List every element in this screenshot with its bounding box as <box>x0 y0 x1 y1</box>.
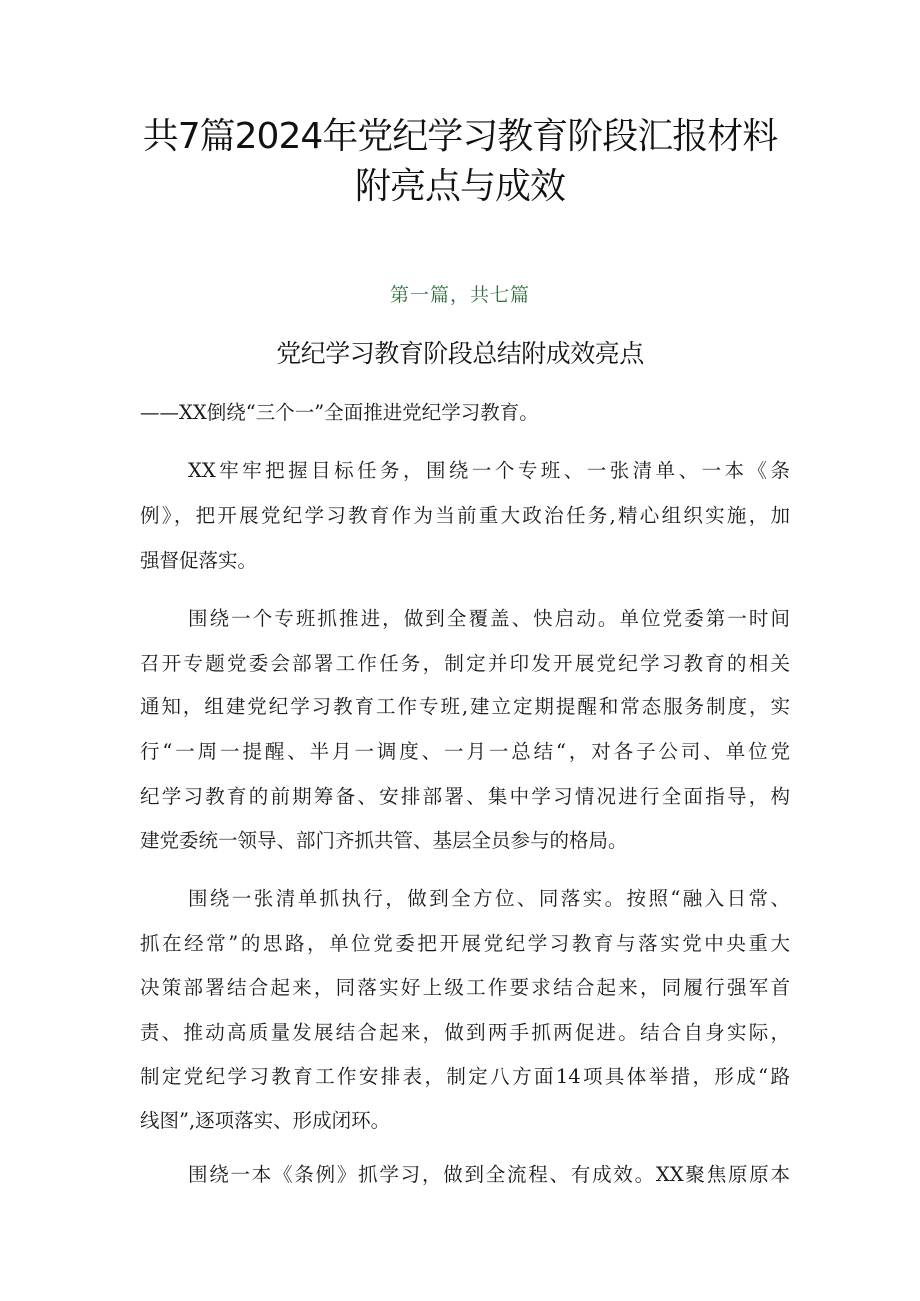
paragraph-3-line-2: 抓在经常”的思路，单位党委把开展党纪学习教育与落实党中央重大 <box>140 932 790 955</box>
paragraph-2-line-1: 围绕一个专班抓推进，做到全覆盖、快启动。单位党委第一时间 <box>188 607 790 630</box>
paragraph-2-line-6: 建党委统一领导、部门齐抓共管、基层全员参与的格局。 <box>140 829 628 852</box>
paragraph-3-line-3: 决策部署结合起来，同落实好上级工作要求结合起来，同履行强军首 <box>140 976 790 999</box>
paragraph-2-line-5: 纪学习教育的前期筹备、安排部署、集中学习情况进行全面指导，构 <box>140 785 790 808</box>
paragraph-2-line-3: 通知，组建党纪学习教育工作专班,建立定期提醒和常态服务制度，实 <box>140 695 790 718</box>
document-title-line-1: 共7篇2024年党纪学习教育阶段汇报材料 <box>142 116 778 157</box>
section-title: 党纪学习教育阶段总结附成效亮点 <box>276 339 644 368</box>
paragraph-3-line-6: 线图”,逐项落实、形成闭环。 <box>140 1109 391 1132</box>
paragraph-1-line-1: XX牢牢把握目标任务，围绕一个专班、一张清单、一本《条 <box>188 459 790 482</box>
subtitle: ——XX倒绕“三个一”全面推进党纪学习教育。 <box>140 401 539 424</box>
paragraph-3-line-1: 围绕一张清单抓执行，做到全方位、同落实。按照“融入日常、 <box>188 887 790 910</box>
paragraph-4-line-1: 围绕一本《条例》抓学习，做到全流程、有成效。XX聚焦原原本 <box>188 1163 790 1186</box>
paragraph-1-line-2: 例》，把开展党纪学习教育作为当前重大政治任务,精心组织实施，加 <box>140 504 790 527</box>
document-title-line-2: 附亮点与成效 <box>354 166 565 207</box>
paragraph-3-line-5: 制定党纪学习教育工作安排表，制定八方面14项具体举措，形成“路 <box>140 1065 790 1088</box>
paragraph-3-line-4: 责、推动高质量发展结合起来，做到两手抓两促进。结合自身实际， <box>140 1021 790 1044</box>
paragraph-1-line-3: 强督促落实。 <box>140 549 258 572</box>
section-marker: 第一篇，共七篇 <box>389 284 530 306</box>
paragraph-2-line-4: 行“一周一提醒、半月一调度、一月一总结“，对各子公司、单位党 <box>140 740 790 763</box>
paragraph-2-line-2: 召开专题党委会部署工作任务，制定并印发开展党纪学习教育的相关 <box>140 652 790 675</box>
